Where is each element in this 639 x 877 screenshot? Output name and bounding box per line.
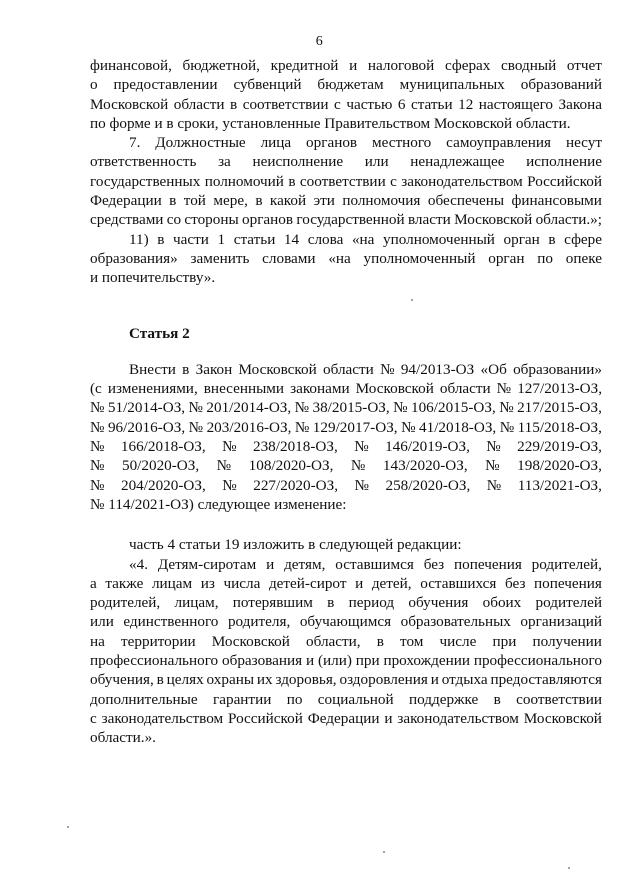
text-line: обучения, в целях охраны их здоровья, оздоровления и отдыха предоставляются: [90, 671, 602, 689]
text-line: или единственного родителя, обучающимся образовательных организаций: [90, 613, 602, 631]
text-line: «4. Детям-сиротам и детям, оставшимся без попечения родителей,: [129, 555, 602, 573]
document-body: [90, 56, 602, 748]
article-heading: Статья 2: [129, 324, 190, 342]
text-line: Федерации в той мере, в какой эти полномочия обеспечены финансовыми: [90, 192, 602, 210]
text-line: государственных полномочий в соответствии с законодательством Российской: [90, 172, 602, 190]
text-line: образования» заменить словами «на уполномоченный орган по опеке: [90, 249, 602, 267]
text-line: (с изменениями, внесенными законами Московской области № 127/2013-ОЗ,: [90, 380, 602, 398]
scan-speck: [67, 826, 69, 828]
paragraph-item-11: [90, 230, 602, 288]
paragraph-law-amendment: [90, 360, 602, 514]
text-line: по форме и в сроки, установленные Правительством Московской области.: [90, 114, 571, 132]
paragraph-quoted-new-text: [90, 555, 602, 748]
text-line: и попечительству».: [90, 269, 216, 287]
text-line: на территории Московской области, в том числе при получении: [90, 632, 602, 650]
text-line: № 204/2020-ОЗ, № 227/2020-ОЗ, № 258/2020-ОЗ, № 113/2021-ОЗ,: [90, 476, 602, 494]
text-line: часть 4 статьи 19 изложить в следующей редакции:: [129, 536, 462, 554]
paragraph-responsibility: [90, 133, 602, 229]
scan-speck: [568, 867, 570, 869]
scan-speck: [383, 851, 385, 853]
text-line: № 114/2021-ОЗ) следующее изменение:: [90, 495, 347, 513]
page-number: 6: [315, 34, 324, 49]
text-line: № 166/2018-ОЗ, № 238/2018-ОЗ, № 146/2019-ОЗ, № 229/2019-ОЗ,: [90, 438, 602, 456]
paragraph-financial-report: [90, 56, 602, 133]
paragraph-part-4-intro: [90, 535, 602, 554]
text-line: дополнительные гарантии по социальной поддержке в соответствии: [90, 690, 602, 708]
text-line: ответственность за неисполнение или ненадлежащее исполнение: [90, 153, 602, 171]
text-line: № 50/2020-ОЗ, № 108/2020-ОЗ, № 143/2020-ОЗ, № 198/2020-ОЗ,: [90, 457, 602, 475]
text-line: № 96/2016-ОЗ, № 203/2016-ОЗ, № 129/2017-ОЗ, № 41/2018-ОЗ, № 115/2018-ОЗ,: [90, 418, 602, 436]
scan-speck: [411, 299, 413, 301]
text-line: финансовой, бюджетной, кредитной и налоговой сферах сводный отчет: [90, 57, 602, 74]
text-line: 7. Должностные лица органов местного самоуправления несут: [129, 134, 602, 152]
text-line: родителей, лицам, потерявшим в период обучения обоих родителей: [90, 594, 602, 612]
text-line: № 51/2014-ОЗ, № 201/2014-ОЗ, № 38/2015-ОЗ, № 106/2015-ОЗ, № 217/2015-ОЗ,: [90, 399, 602, 417]
text-line: Московской области в соответствии с частью 6 статьи 12 настоящего Закона: [90, 95, 602, 113]
text-line: средствами со стороны органов государственной власти Московской области.»;: [90, 211, 602, 229]
text-line: профессионального образования и (или) при прохождении профессионального: [90, 652, 602, 670]
text-line: а также лицам из числа детей-сирот и детей, оставшихся без попечения: [90, 574, 602, 592]
text-line: Внести в Закон Московской области № 94/2013-ОЗ «Об образовании»: [129, 360, 602, 378]
text-line: 11) в части 1 статьи 14 слова «на уполномоченный орган в сфере: [129, 230, 602, 248]
text-line: области.».: [90, 729, 156, 747]
text-line: с законодательством Российской Федерации и законодательством Московской: [90, 709, 602, 727]
text-line: о предоставлении субвенций бюджетам муниципальных образований: [90, 76, 602, 94]
